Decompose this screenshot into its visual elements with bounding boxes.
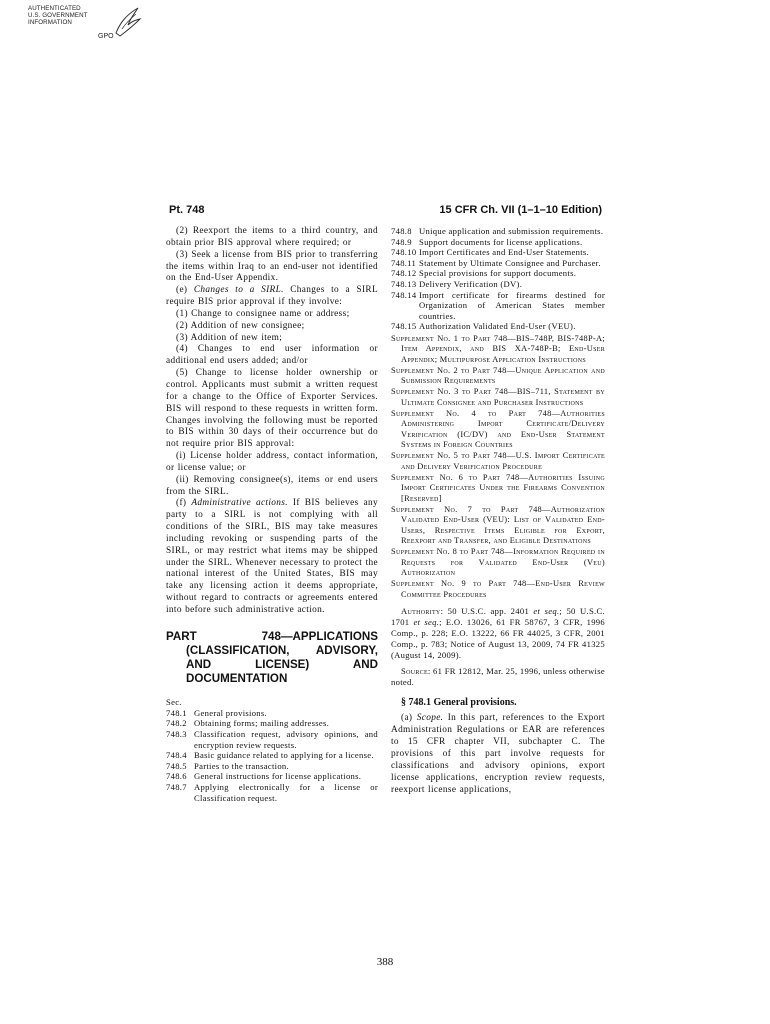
- paragraph: (ii) Removing consignee(s), items or end users from the SIRL.: [166, 474, 378, 497]
- toc-item: 748.4 Basic guidance related to applying for a license.: [166, 750, 374, 761]
- paragraph: (2) Reexport the items to a third country, and obtain prior BIS approval where required; or: [166, 226, 378, 248]
- section-heading: § 748.1 General provisions.: [401, 697, 517, 709]
- seal-line-2: U.S. GOVERNMENT: [28, 12, 88, 19]
- authority-citation: Authority: 50 U.S.C. app. 2401 et seq.; 50 U.S.C. 1701 et seq.; E.O. 13026, 61 FR 58767, 3 CFR, 1996 Comp., p. 228; E.O. 13222, 66 FR 44025, 3 CFR, 2001 Comp., p. 783; Notice of August 13, 2009, 74 FR 41325 (August 14, 2009).: [391, 606, 605, 661]
- paragraph: (3) Addition of new item;: [176, 332, 283, 343]
- supplement-item: Supplement No. 8 to Part 748—Information Required in Requests for Validated End-User (Veu) Authorization: [391, 547, 605, 578]
- paragraph: (4) Changes to end user information or additional end users added; and/or: [166, 344, 378, 367]
- toc-item: 748.7 Applying electronically for a license or Classification request.: [166, 782, 378, 803]
- sec-label: Sec.: [166, 696, 182, 707]
- seal-gpo-label: GPO: [98, 33, 114, 40]
- seal-line-1: AUTHENTICATED: [28, 5, 81, 12]
- toc-item: 748.14 Import certificate for firearms destined for Organization of American States member countries.: [391, 289, 605, 321]
- supplement-item: Supplement No. 9 to Part 748—End-User Review Committee Procedures: [391, 579, 605, 599]
- supplement-item: Supplement No. 6 to Part 748—Authorities Issuing Import Certificates Under the Firearms Convention [Reserved]: [391, 472, 605, 503]
- supplement-list: [391, 334, 605, 601]
- table-of-contents: [166, 708, 378, 803]
- supplement-item: Supplement No. 5 to Part 748—U.S. Import Certificate and Delivery Verification Procedure: [391, 451, 605, 471]
- paragraph: (1) Change to consignee name or address;: [176, 308, 350, 319]
- supplement-item: Supplement No. 3 to Part 748—BIS–711, Statement by Ultimate Consignee and Purchaser Instructions: [391, 387, 605, 407]
- paragraph: (3) Seek a license from BIS prior to transferring the items within Iraq to an end-user not identified on the End-User Appendix.: [166, 249, 378, 284]
- paragraph-scope: (a) Scope. In this part, references to the Export Administration Regulations or EAR are references to 15 CFR chapter VII, subchapter C. The provisions of this part involve requests for classifications and advisory opinions, export license applications, encryption review requests, reexport license applications,: [391, 713, 605, 795]
- paragraph: (i) License holder address, contact information, or license value; or: [166, 451, 378, 473]
- toc-item: 748.10 Import Certificates and End-User Statements.: [391, 247, 589, 258]
- left-column: [166, 226, 378, 803]
- seal-line-3: INFORMATION: [28, 19, 72, 26]
- toc-item: 748.2 Obtaining forms; mailing addresses.: [166, 718, 330, 729]
- right-column: [391, 226, 605, 796]
- gpo-authentication-seal: [28, 5, 144, 45]
- supplement-item: Supplement No. 2 to Part 748—Unique Application and Submission Requirements: [391, 365, 605, 386]
- table-of-contents-continued: [391, 226, 605, 332]
- paragraph: (2) Addition of new consignee;: [176, 320, 305, 331]
- source-citation: Source: 61 FR 12812, Mar. 25, 1996, unless otherwise noted.: [391, 666, 605, 688]
- running-header-title: 15 CFR Ch. VII (1–1–10 Edition): [439, 204, 602, 216]
- toc-item: 748.6 General instructions for license applications.: [166, 771, 362, 782]
- toc-item: 748.1 General provisions.: [166, 707, 268, 718]
- toc-item: 748.8 Unique application and submission requirements.: [391, 226, 604, 236]
- toc-item: 748.13 Delivery Verification (DV).: [391, 278, 523, 289]
- eagle-icon: [112, 5, 142, 39]
- running-header-part: Pt. 748: [169, 204, 205, 216]
- toc-item: 748.15 Authorization Validated End-User (VEU).: [391, 321, 576, 332]
- page-number: 388: [376, 956, 394, 968]
- toc-item: 748.9 Support documents for license applications.: [391, 236, 583, 247]
- supplement-item: Supplement No. 1 to Part 748—BIS–748P, BIS-748P-A; Item Appendix, and BIS XA-748P-B; End-User Appendix; Multipurpose Application Instructions: [391, 333, 605, 364]
- paragraph-changes-to-sirl: (e) Changes to a SIRL. Changes to a SIRL require BIS prior approval if they involve:: [166, 285, 378, 308]
- paragraph-administrative-actions: (f) Administrative actions. If BIS believes any party to a SIRL is not complying with all conditions of the SIRL, BIS may take measures including revoking or suspending parts of the SIRL, or may restrict what items may be shipped under the SIRL. Whenever necessary to protect the national interest of the United States, BIS may take any licensing action it deems appropriate, without regard to contracts or agreements entered into before such administrative action.: [166, 498, 378, 615]
- paragraph: (5) Change to license holder ownership or control. Applicants must submit a written request for a change to the Office of Exporter Services. BIS will respond to these requests in written form. Changes involving the following must be reported to BIS within 30 days of their occurrence but do not require prior BIS approval:: [166, 368, 378, 450]
- supplement-item: Supplement No. 7 to Part 748—Authorization Validated End-User (VEU): List of Validated End-Users, Respective Items Eligible for Export, Reexport and Transfer, and Eligible Destinations: [391, 504, 605, 546]
- toc-item: 748.12 Special provisions for support documents.: [391, 268, 577, 279]
- toc-item: 748.3 Classification request, advisory opinions, and encryption review requests.: [166, 729, 378, 750]
- part-title: PART 748—APPLICATIONS (CLASSIFICATION, ADVISORY, AND LICENSE) AND DOCUMENTATION: [166, 629, 378, 685]
- toc-item: 748.5 Parties to the transaction.: [166, 760, 289, 771]
- toc-item: 748.11 Statement by Ultimate Consignee and Purchaser.: [391, 257, 601, 268]
- supplement-item: Supplement No. 4 to Part 748—Authorities Administering Import Certificate/Delivery Verification (IC/DV) and End-User Statement Systems in Foreign Countries: [391, 408, 605, 450]
